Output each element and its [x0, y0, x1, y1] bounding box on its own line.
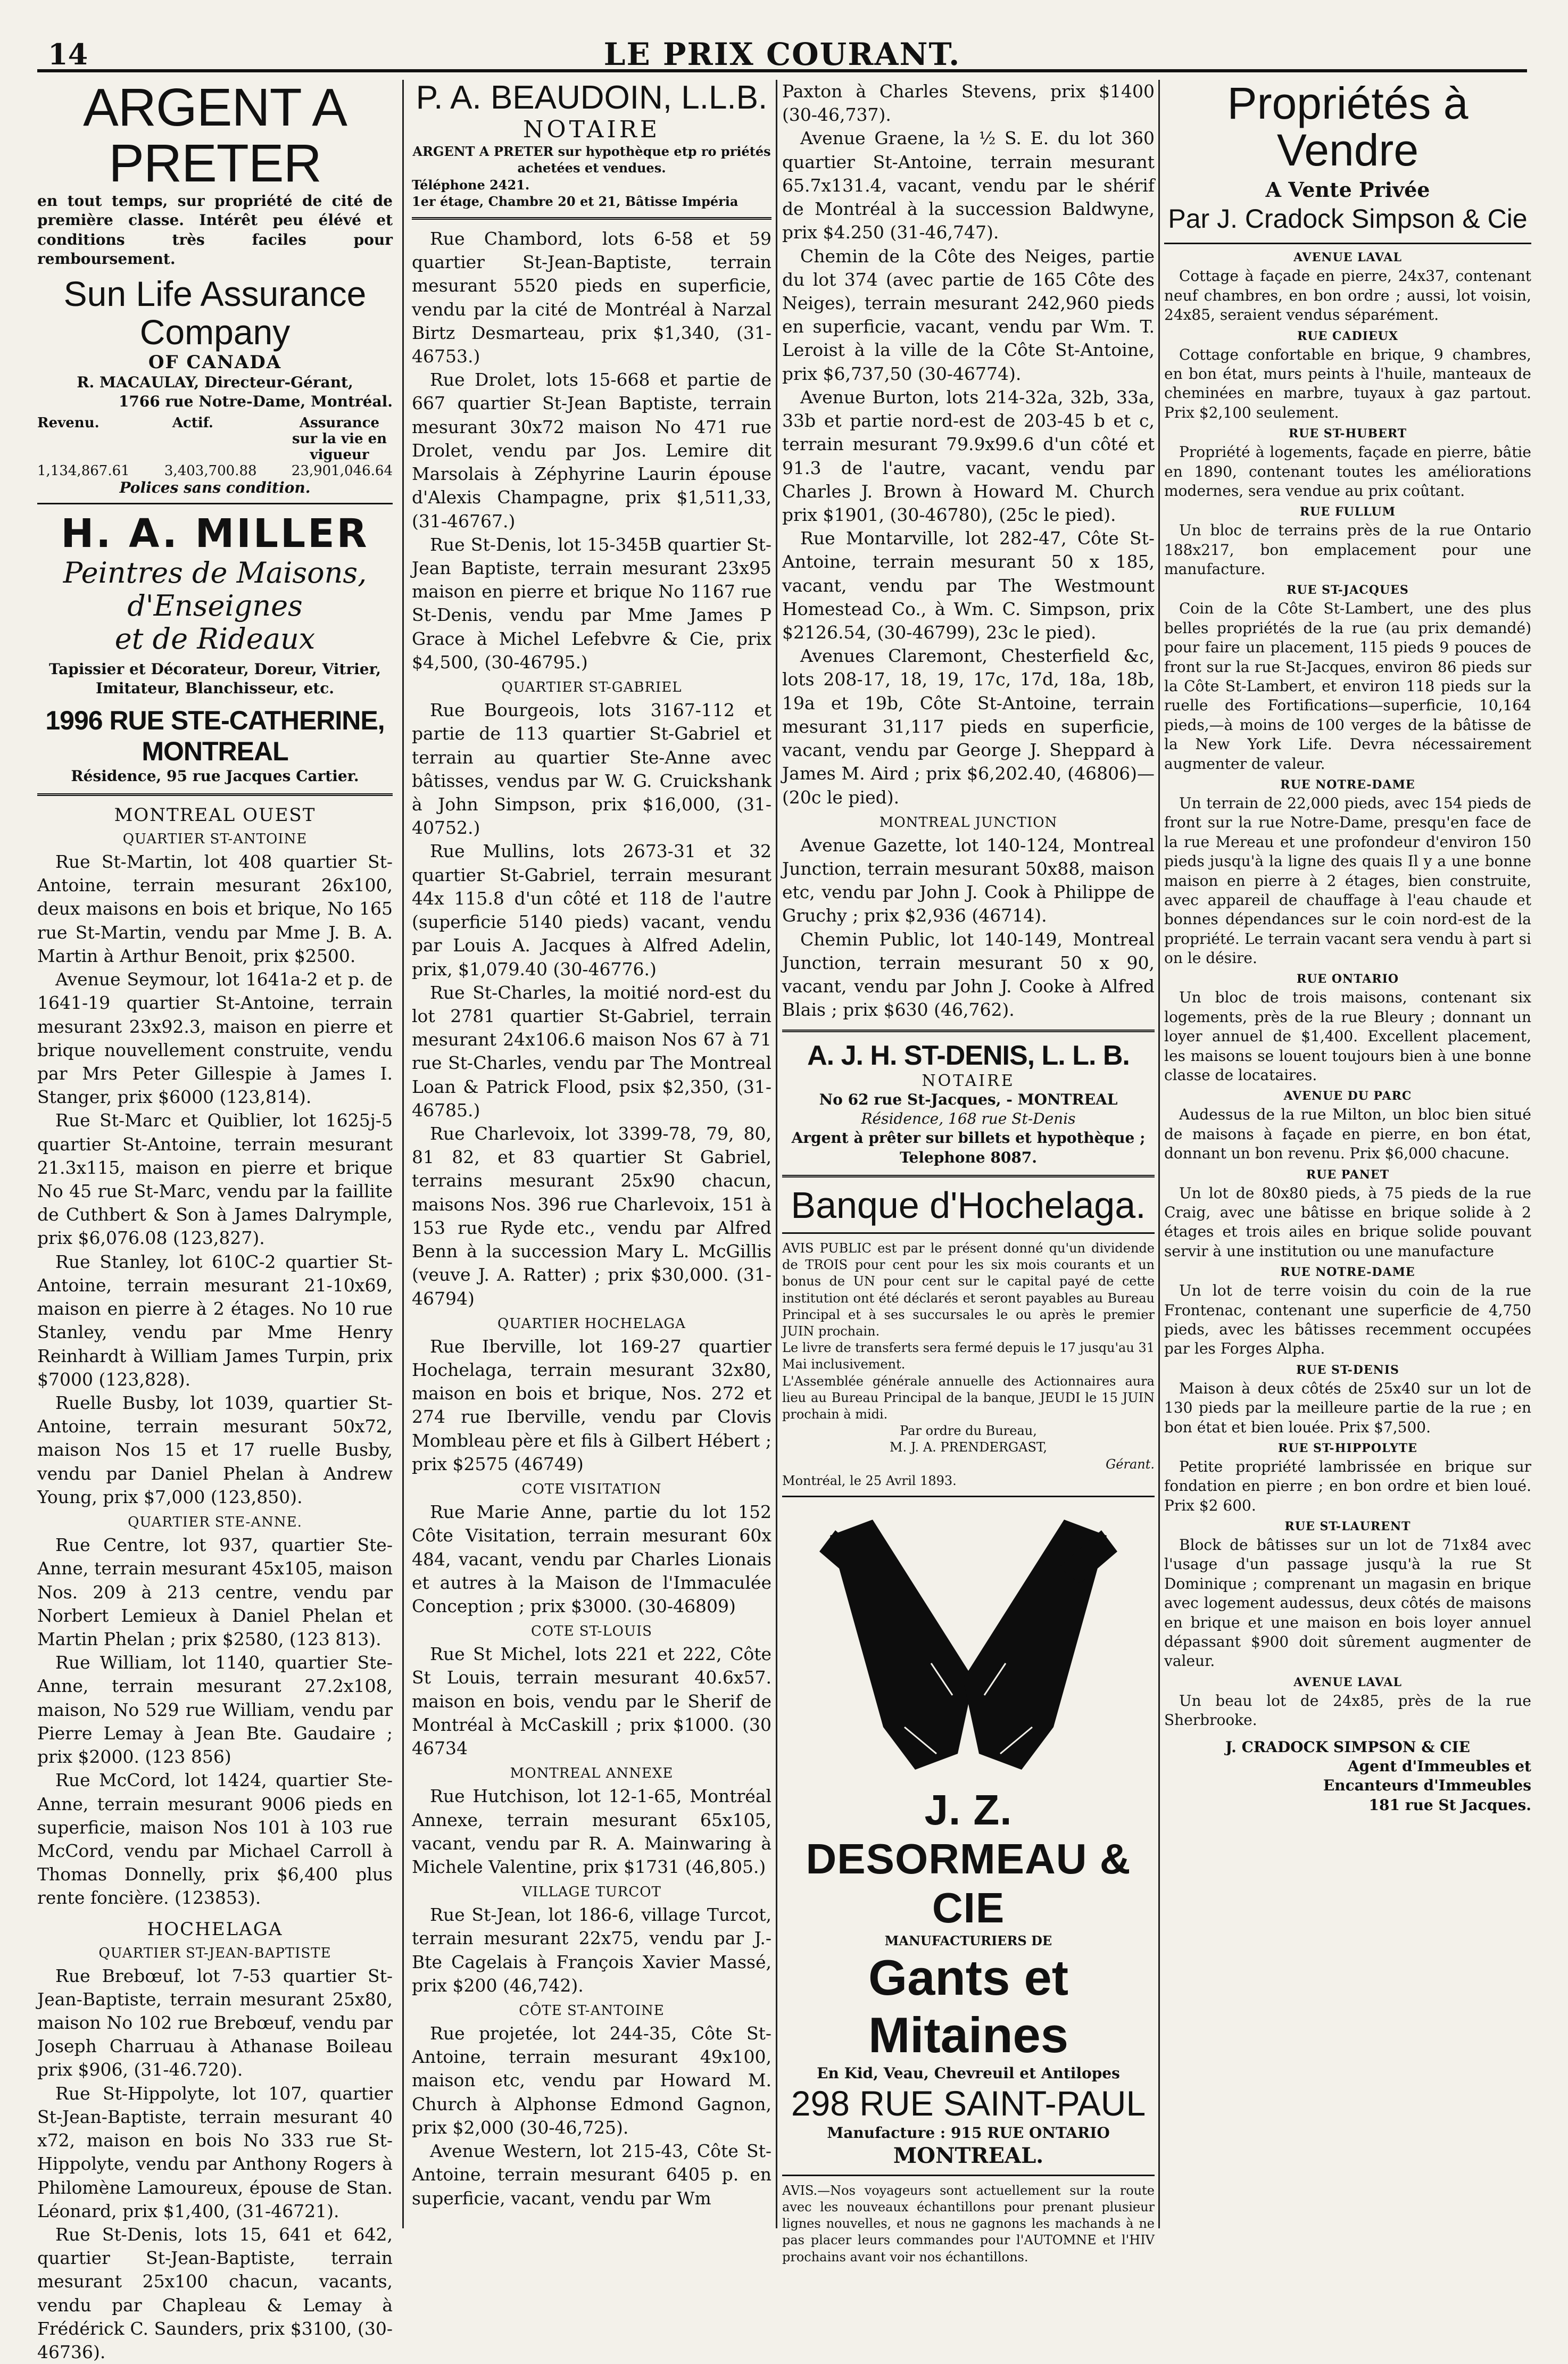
sale-entry: Rue projetée, lot 244-35, Côte St-Antoine, terrain mesurant 49x100, maison etc, vendu par Howard M. Church à Alphonse Edmond Gagnon, prix $2,000 (30-46,725).	[412, 2023, 771, 2138]
street-heading: RUE NOTRE-DAME	[1280, 777, 1415, 792]
street-heading: AVENUE LAVAL	[1293, 1675, 1402, 1689]
sale-entry: Avenue Western, lot 215-43, Côte St-Antoine, terrain mesurant 6405 p. en superficie, vacant, vendu par Wm	[412, 2141, 771, 2209]
ad-residence: Résidence, 95 rue Jacques Cartier.	[71, 767, 359, 785]
sub-heading: QUARTIER HOCHELAGA	[497, 1315, 686, 1332]
ad-address: 1996 RUE STE-CATHERINE, MONTREAL	[45, 705, 385, 766]
page-header	[37, 32, 1527, 72]
bank-date: Montréal, le 25 Avril 1893.	[782, 1473, 957, 1488]
ad-text: Argent à prêter sur billets et hypothèque ; Telephone 8087.	[791, 1129, 1146, 1166]
sale-entry: Chemin de la Côte des Neiges, partie du lot 374 (avec partie de 165 Côte des Neiges), terrain mesurant 242,960 pieds en superficie, vacant, vendu par Wm. T. Leroist à la ville de la Côte St-Antoine, prix $6,737,50 (30-46774).	[782, 245, 1155, 384]
bank-sign-2: M. J. A. PRENDERGAST,	[889, 1440, 1048, 1455]
divider	[412, 217, 771, 220]
listing-item: Block de bâtisses sur un lot de 71x84 avec l'usage d'un passage jusqu'à la rue St Dominique ; comprenant un magasin en brique avec logement audessus, deux côtés de maisons en brique et une maison en bois loyer annuel dépassant $900 doit sûrement augmenter de valeur.	[1164, 1536, 1531, 1670]
ad-name: H. A. MILLER	[61, 510, 369, 557]
sale-entry: Rue St Michel, lots 221 et 222, Côte St Louis, terrain mesurant 40.6x57. maison en bois, vendu par le Sherif de Montréal à McCaskill ; prix $1000. (30 46734	[412, 1644, 771, 1759]
bank-notice-2: Le livre de transferts sera fermé depuis le 17 jusqu'au 31 Mai inclusivement.	[782, 1340, 1155, 1372]
ad-address: 298 RUE SAINT-PAUL	[791, 2084, 1146, 2124]
street-heading: RUE ST-JACQUES	[1287, 583, 1409, 598]
ad-factory: Manufacture : 915 RUE ONTARIO	[827, 2124, 1110, 2142]
ad-city: MONTREAL.	[893, 2143, 1044, 2168]
page-number: 14	[48, 37, 88, 71]
ad-materials: En Kid, Veau, Chevreuil et Antilopes	[817, 2064, 1120, 2083]
ad-notice: AVIS.—Nos voyageurs sont actuellement sur la route avec les nouveaux échantillons pour prenant plusieur lignes nouvelles, et nous ne gagnons les machands à ne pas placer leurs commandes pour l'AUTOMNE et l'HIV prochains avant voir nos échantillons.	[782, 2183, 1155, 2265]
sale-entry: Rue Chambord, lots 6-58 et 59 quartier St-Jean-Baptiste, terrain mesurant 5520 pieds en superficie, vendu par la cité de Montréal à Narzal Birtz Desmarteau, prix $1,340, (31-46753.)	[412, 228, 771, 367]
street-heading: RUE ONTARIO	[1296, 972, 1399, 986]
finance-labels	[37, 415, 393, 463]
ad-line-1: Peintres de Maisons, d'Enseignes	[63, 555, 367, 623]
street-heading: RUE ST-HUBERT	[1288, 427, 1407, 441]
ad-phone: Téléphone 2421.	[412, 177, 530, 193]
bank-notice-1: AVIS PUBLIC est par le présent donné qu'un dividende de TROIS pour cent pour les six mois courants et un bonus de UN pour cent sur le capital payé de cette institution ont été déclarés et seront payables au Bureau Principal et à ses succursales le ou après le premier JUIN prochain.	[782, 1241, 1155, 1339]
ad-text: ARGENT A PRETER sur hypothèque etp ro priétés achetées et vendues.	[412, 144, 771, 176]
sub-heading: MONTREAL JUNCTION	[879, 814, 1058, 831]
sub-heading: QUARTIER ST-ANTOINE	[122, 831, 308, 847]
finance-values	[37, 463, 393, 479]
value-insurance: 23,901,046.64	[291, 462, 393, 479]
ad-note: Polices sans condition.	[119, 478, 311, 496]
sale-entry: Rue St-Charles, la moitié nord-est du lot 2781 quartier St-Gabriel, terrain mesurant 24x106.6 maison Nos 67 à 71 rue St-Charles, vendu par The Montreal Loan & Patrick Flood, psix $2,350, (31-46785.)	[412, 982, 771, 1121]
divider	[782, 1030, 1155, 1032]
bank-title: Banque d'Hochelaga.	[791, 1184, 1146, 1226]
sale-entry: Rue Hutchison, lot 12-1-65, Montréal Annexe, terrain mesurant 65x105, vacant, vendu par R. A. Mainwaring à Michele Valentine, prix $1731 (46,805.)	[412, 1786, 771, 1877]
ad-text: en tout temps, sur propriété de cité de première classe. Intérêt peu élévé et conditions très faciles pour remboursement.	[37, 192, 393, 268]
listing-item: Un bloc de terrains près de la rue Ontario 188x217, bon emplacement pour une manufacture.	[1164, 521, 1531, 578]
sale-entry: Rue Bourgeois, lots 3167-112 et partie de 113 quartier St-Gabriel et terrain au quartier Ste-Anne avec bâtisses, vendus par W. G. Cruickshank à John Simpson, prix $16,000, (31-40752.)	[412, 700, 771, 839]
signature-4: 181 rue St Jacques.	[1368, 1796, 1531, 1814]
ad-line-3: Tapissier et Décorateur, Doreur, Vitrier, Imitateur, Blanchisseur, etc.	[48, 660, 381, 698]
listing-item: Un bloc de trois maisons, contenant six logements, près de la rue Bleury ; donnant un loyer annuel de $1,400. Excellent placement, les maisons se louent toujours bien à une bonne classe de locataires.	[1164, 989, 1531, 1084]
listing-item: Un terrain de 22,000 pieds, avec 154 pieds de front sur la rue Notre-Dame, presqu'en face de la rue Mereau et une profondeur d'environ 150 pieds jusqu'à la ligne des quais Il y a une bonne maison en pierre à 2 étages, bien construite, avec appareil de chauffage à l'eau chaude et bonnes dépendances sur le coin nord-est de la propriété. Le terrain vacant sera vendu à part si on le désire.	[1164, 794, 1531, 967]
street-heading: AVENUE DU PARC	[1283, 1089, 1412, 1104]
section-heading: HOCHELAGA	[147, 1918, 283, 1940]
sale-entry: Rue Iberville, lot 169-27 quartier Hochelaga, terrain mesurant 32x80, maison en bois et brique, Nos. 272 et 274 rue Iberville, vendu par Clovis Mombleau père et fils à Gilbert Hébert ; prix $2575 (46749)	[412, 1336, 771, 1474]
divider	[1164, 243, 1531, 244]
ad-title: NOTAIRE	[523, 116, 660, 144]
ad-sub: MANUFACTURIERS DE	[884, 1932, 1052, 1948]
sub-heading: VILLAGE TURCOT	[522, 1884, 661, 1901]
street-heading: AVENUE LAVAL	[1293, 251, 1402, 265]
sale-entry: Rue St-Denis, lot 15-345B quartier St-Jean Baptiste, terrain mesurant 23x95 maison en pierre et brique No 1167 rue St-Denis, vendu par Mme James P Grace à Michel Lefebvre & Cie, prix $4,500, (30-46795.)	[412, 534, 771, 673]
column-4	[1164, 80, 1531, 2228]
ad-line-2: et de Rideaux	[114, 621, 316, 656]
sub-heading: QUARTIER STE-ANNE.	[128, 1514, 302, 1531]
sale-entry: Rue Drolet, lots 15-668 et partie de 667 quartier St-Jean Baptiste, terrain mesurant 30x72 maison No 471 rue Drolet, vendu par Jos. Lemire dit Marsolais à Zéphyrine Laurin épouse d'Alexis Champagne, prix $1,511,33, (31-46767.)	[412, 369, 771, 532]
value-assets: 3,403,700.88	[164, 462, 257, 479]
listing-item: Propriété à logements, façade en pierre, bâtie en 1890, contenant toutes les améliorations modernes, sera vendue au prix coûtant.	[1164, 443, 1531, 500]
divider	[37, 503, 393, 504]
agent-name: Par J. Cradock Simpson & Cie	[1168, 204, 1528, 234]
section-heading: MONTREAL OUEST	[114, 804, 316, 826]
divider	[782, 1496, 1155, 1497]
sale-entry: Rue Montarville, lot 282-47, Côte St-Antoine, terrain mesurant 50 x 185, vacant, vendu par The Westmount Homestead Co., à Wm. C. Simpson, prix $2126.54, (30-46799), 23c le pied).	[782, 528, 1155, 643]
sale-entry: Rue William, lot 1140, quartier Ste-Anne, terrain mesurant 27.2x108, maison, No 529 rue William, vendu par Pierre Lemay à Jean Bte. Gaudaire ; prix $2000. (123 856)	[37, 1652, 393, 1768]
ad-name: A. J. H. ST-DENIS, L. L. B.	[807, 1040, 1130, 1071]
listing-item: Cottage à façade en pierre, 24x37, contenant neuf chambres, en bon ordre ; aussi, lot voisin, 24x85, seraient vendus séparément.	[1164, 267, 1531, 324]
value-revenue: 1,134,867.61	[37, 462, 130, 479]
column-3	[782, 80, 1155, 2265]
street-heading: RUE PANET	[1306, 1167, 1390, 1182]
sub-heading: MONTREAL ANNEXE	[510, 1765, 674, 1782]
street-heading: RUE FULLUM	[1300, 505, 1396, 519]
sale-entry: Rue Mullins, lots 2673-31 et 32 quartier St-Gabriel, terrain mesurant 44x 115.8 d'un côté et 118 de l'autre (superficie 5140 pieds) vacant, vendu par Louis A. Jacques à Alfred Adelin, prix, $1,079.40 (30-46776.)	[412, 841, 771, 980]
sale-entry: Chemin Public, lot 140-149, Montreal Junction, terrain mesurant 50 x 90, vacant, vendu par John J. Cooke à Alfred Blais ; prix $630 (46,762).	[782, 928, 1155, 1021]
listing-sub: A Vente Privée	[1265, 178, 1430, 202]
label-insurance: Assurance sur la vie en vigueur	[292, 414, 387, 463]
listing-item: Un lot de 80x80 pieds, à 75 pieds de la rue Craig, avec une bâtisse en brique solide à 2 étages et trois ailes en brique solide pouvant servir à une institution ou une manufacture	[1164, 1184, 1531, 1260]
street-heading: RUE ST-LAURENT	[1284, 1520, 1411, 1534]
bank-sign-1: Par ordre du Bureau,	[900, 1423, 1037, 1439]
signature-1: J. CRADOCK SIMPSON & CIE	[1225, 1738, 1470, 1756]
sale-entry: Rue McCord, lot 1424, quartier Ste-Anne, terrain mesurant 9006 pieds en superficie, maison Nos 101 à 103 rue McCord, vendu par Michael Carroll à Thomas Donnelly, prix $6,400 plus rente foncière. (123853).	[37, 1770, 393, 1909]
sale-entry: Rue St-Hippolyte, lot 107, quartier St-Jean-Baptiste, terrain mesurant 40 x72, maison en bois No 333 rue St-Hippolyte, vendu par Anthony Rogers à Philomène Lamoureux, épouse de Stan. Léonard, prix $1,400, (31-46721).	[37, 2083, 393, 2221]
sale-entry: Avenues Claremont, Chesterfield &c, lots 208-17, 18, 19, 17c, 17d, 18a, 18b, 19a et 19b, Côte St-Antoine, terrain mesurant 31,117 pieds en superficie, vacant, vendu par George J. Sheppard à James M. Aird ; prix $6,202.40, (46806)—(20c le pied).	[782, 645, 1155, 808]
ad-address: No 62 rue St-Jacques, - MONTREAL	[819, 1090, 1118, 1108]
sale-entry: Rue Stanley, lot 610C-2 quartier St-Antoine, terrain mesurant 21-10x69, maison en pierre à 2 étages. No 10 rue Stanley, vendu par Mme Henry Reinhardt à William James Turpin, prix $7000 (123,828).	[37, 1251, 393, 1390]
divider	[782, 1175, 1155, 1177]
listing-item: Un lot de terre voisin du coin de la rue Frontenac, contenant une superficie de 4,750 pieds, avec les bâtisses recemment occupées par les Forges Alpha.	[1164, 1282, 1531, 1358]
address: 1766 rue Notre-Dame, Montréal.	[118, 393, 393, 411]
column-2	[412, 80, 771, 2228]
sale-entry: Rue Marie Anne, partie du lot 152 Côte Visitation, terrain mesurant 60x 484, vacant, vendu par Charles Lionais et autres à la Maison de l'Immaculée Conception ; prix $3000. (30-46809)	[412, 1502, 771, 1616]
ad-name: J. Z. DESORMEAU & CIE	[806, 1786, 1131, 1931]
street-heading: RUE ST-DENIS	[1296, 1363, 1399, 1377]
bank-notice-3: L'Assemblée générale annuelle des Actionnaires aura lieu au Bureau Principal de la banque, JEUDI le 15 JUIN prochain à midi.	[782, 1373, 1155, 1422]
listing-title: Propriétés à Vendre	[1227, 78, 1469, 176]
column-rule	[1158, 80, 1160, 2228]
sub-heading: COTE VISITATION	[521, 1481, 662, 1498]
street-heading: RUE NOTRE-DAME	[1280, 1265, 1415, 1280]
divider	[37, 793, 393, 796]
sub-heading: CÔTE ST-ANTOINE	[519, 2003, 665, 2019]
sale-entry: Rue St-Denis, lots 15, 641 et 642, quartier St-Jean-Baptiste, terrain mesurant 25x100 chacun, vacants, vendu par Chapleau & Lemay à Frédérick C. Saunders, prix $3100, (30-46736).	[37, 2224, 393, 2363]
company-name: Sun Life Assurance Company	[63, 273, 367, 352]
newspaper-title: LE PRIX COURANT.	[603, 36, 961, 72]
ad-residence: Résidence, 168 rue St-Denis	[861, 1109, 1076, 1127]
sale-entry: Avenue Seymour, lot 1641a-2 et p. de 1641-19 quartier St-Antoine, terrain mesurant 23x92.3, maison en pierre et brique nouvellement construite, vendu par Mrs Peter Gillespie à James I. Stanger, prix $6000 (123,814).	[37, 969, 393, 1108]
sub-heading: COTE ST-LOUIS	[531, 1623, 652, 1640]
sale-entry: Paxton à Charles Stevens, prix $1400 (30-46,737).	[782, 81, 1155, 126]
sale-entry: Rue Charlevoix, lot 3399-78, 79, 80, 81 82, et 83 quartier St Gabriel, terrains mesurant 25x90 chacun, maisons Nos. 396 rue Charlevoix, 151 à 153 rue Ryde etc., vendu par Alfred Benn à la succession Mary L. McGillis (veuve J. A. Ratter) ; prix $30,000. (31-46794)	[412, 1123, 771, 1309]
sale-entry: Rue St-Martin, lot 408 quartier St-Antoine, terrain mesurant 26x100, deux maisons en bois et brique, No 165 rue St-Martin, vendu par Mme J. B. A. Martin à Arthur Benoit, prix $2500.	[37, 851, 393, 966]
column-rule	[776, 80, 777, 2228]
sub-heading: QUARTIER ST-GABRIEL	[501, 679, 682, 696]
divider	[782, 1232, 1155, 1234]
street-heading: RUE CADIEUX	[1297, 329, 1398, 343]
signature-3: Encanteurs d'Immeubles	[1323, 1777, 1531, 1795]
sale-entry: Rue Brebœuf, lot 7-53 quartier St-Jean-Baptiste, terrain mesurant 25x80, maison No 102 rue Brebœuf, vendu par Joseph Charruau à Athanase Boileau prix $906, (31-46.720).	[37, 1965, 393, 2080]
ad-address: 1er étage, Chambre 20 et 21, Bâtisse Impéria	[412, 193, 739, 209]
listing-item: Petite propriété lambrissée en brique sur fondation en pierre ; en bon ordre et bien loué. Prix $2 600.	[1164, 1457, 1531, 1514]
street-heading: RUE ST-HIPPOLYTE	[1278, 1441, 1417, 1455]
sale-entry: Ruelle Busby, lot 1039, quartier St-Antoine, terrain mesurant 50x72, maison Nos 15 et 17 ruelle Busby, vendu par Daniel Phelan à Andrew Young, prix $7,000 (123,850).	[37, 1392, 393, 1507]
column-rule	[402, 80, 404, 2228]
ad-name: P. A. BEAUDOIN, L.L.B.	[416, 79, 768, 116]
director: R. MACAULAY, Directeur-Gérant,	[77, 373, 353, 391]
sale-entry: Avenue Graene, la ½ S. E. du lot 360 quartier St-Antoine, terrain mesurant 65.7x131.4, vacant, vendu par le shérif de Montréal à la succession Baldwyne, prix $4.250 (31-46,747).	[782, 128, 1155, 243]
ad-title: ARGENT A PRETER	[83, 78, 347, 193]
listing-item: Maison à deux côtés de 25x40 sur un lot de 130 pieds par la meilleure partie de la rue ; en bon état et bien louée. Prix $7,500.	[1164, 1379, 1531, 1436]
ad-product: Gants et Mitaines	[868, 1950, 1069, 2063]
label-revenue: Revenu.	[37, 414, 99, 431]
column-1	[37, 78, 393, 2363]
listing-item: Cottage confortable en brique, 9 chambres, en bon état, murs peints à l'huile, manteaux de cheminées en marbre, tuyaux à gaz partout. Prix $2,100 seulement.	[1164, 345, 1531, 421]
company-name-2: OF CANADA	[148, 351, 282, 373]
sale-entry: Rue Centre, lot 937, quartier Ste-Anne, terrain mesurant 45x105, maison Nos. 209 à 213 centre, vendu par Norbert Lemieux à Daniel Phelan et Martin Phelan ; prix $2580, (123 813).	[37, 1534, 393, 1649]
sub-heading: QUARTIER ST-JEAN-BAPTISTE	[98, 1945, 331, 1961]
label-assets: Actif.	[172, 414, 213, 431]
bank-sign-3: Gérant.	[1106, 1456, 1155, 1472]
gloves-illustration	[798, 1504, 1139, 1780]
sale-entry: Avenue Burton, lots 214-32a, 32b, 33a, 33b et partie nord-est de 203-45 b et c, terrain mesurant 79.9x99.6 d'un côté et 91.3 de l'autre, vacant, vendu par Charles J. Brown à Howard M. Church prix $1901, (30-46780), (25c le pied).	[782, 386, 1155, 525]
sale-entry: Avenue Gazette, lot 140-124, Montreal Junction, terrain mesurant 50x88, maison etc, vendu par John J. Cook à Philippe de Gruchy ; prix $2,936 (46714).	[782, 834, 1155, 926]
sale-entry: Rue St-Marc et Quiblier, lot 1625j-5 quartier St-Antoine, terrain mesurant 21.3x115, maison en pierre et brique No 45 rue St-Marc, vendu par la faillite de Cuthbert & Son à James Dalrymple, prix $6,076.08 (123,827).	[37, 1110, 393, 1249]
listing-item: Un beau lot de 24x85, près de la rue Sherbrooke.	[1164, 1691, 1531, 1729]
divider	[782, 2175, 1155, 2176]
sale-entry: Rue St-Jean, lot 186-6, village Turcot, terrain mesurant 22x75, vendu par J.-Bte Cagelais à François Xavier Massé, prix $200 (46,742).	[412, 1904, 771, 1996]
ad-title: NOTAIRE	[922, 1071, 1015, 1090]
signature-2: Agent d'Immeubles et	[1347, 1757, 1531, 1775]
listing-item: Audessus de la rue Milton, un bloc bien situé de maisons à façade en pierre, en bon état, donnant un bon revenu. Prix $6,000 chacune.	[1164, 1106, 1531, 1163]
listing-item: Coin de la Côte St-Lambert, une des plus belles propriétés de la rue (au prix demandé) pour faire un placement, 115 pieds 9 pouces de front sur la rue St-Jacques, environ 86 pieds sur la Côte St-Lambert, et environ 118 pieds sur la ruelle des Fortifications—superficie, 10,164 pieds,—à moins de 100 verges de la bâtisse de la New York Life. Devra nécessairement augmenter de valeur.	[1164, 600, 1531, 773]
